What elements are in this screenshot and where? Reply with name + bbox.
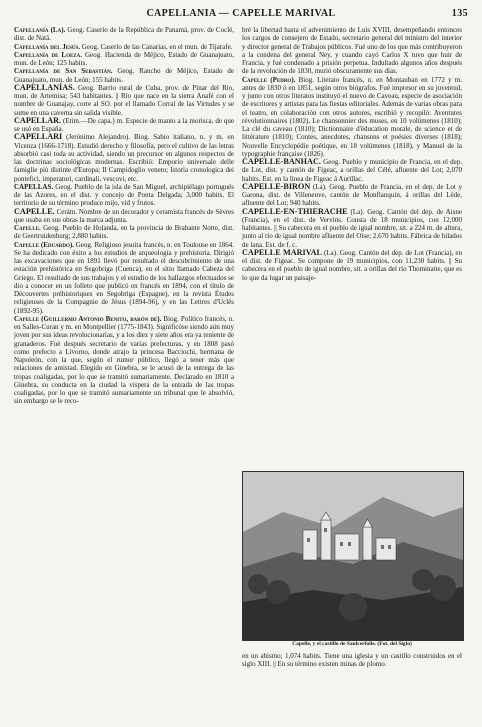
entry-headword: CAPELLE. bbox=[14, 206, 55, 216]
entry-headword: Capellanía de Loeza. bbox=[14, 50, 82, 59]
entry-headword: CAPELLE-BANHAC. bbox=[242, 157, 321, 166]
entry-body: Cerám. Nombre de un decorador y ceramista francés de Sèvres que usaba en sus obras la marca adjunta. bbox=[14, 207, 234, 224]
dictionary-entry bbox=[14, 315, 234, 406]
entry-headword: Capelle (Guillermo Antonio Benito, barón de). bbox=[14, 314, 162, 323]
entry-headword: Capelle. bbox=[14, 224, 41, 232]
entry-body: (Etim.—De capa.) m. Especie de manto a la morisca, de que se usó en España. bbox=[14, 116, 234, 133]
entry-body: Geog. Pueblo y municipio de Francia, en el dep. de Lot, dist. y cantón de Figeac, a orillas del Célé, afluente del Lot; 2,070 habits. Est. en la línea de Figeac á Aurillac. bbox=[242, 158, 462, 183]
entry-body: Geog. Barrio rural de Cuba, prov. de Pinar del Río, mun. de Artemisa; 543 habitantes. || Río que nace en la sierra Anafé con el nombre de Guanajay, corre al SO. por el llamado Corral de las Virtudes y se sume en una caverna sin salida visible. bbox=[14, 83, 234, 117]
page-number: 135 bbox=[451, 8, 468, 19]
dictionary-entry bbox=[14, 117, 234, 134]
entry-body: (La). Geog. Pueblo de Francia, en el dep. de Lot y Garona, dist. de Villeneuve, cantón de Monflanquin, á orillas del Lède, afluente del Lot; 940 habits. bbox=[242, 182, 462, 208]
running-title: CAPELLANIA — CAPELLE MARIVAL bbox=[146, 8, 336, 19]
photo-caption: Capelle, y el castillo de Saulcerfolle. (Fot. del Siglo) bbox=[292, 641, 412, 647]
dictionary-entry bbox=[14, 26, 234, 43]
dictionary-entry bbox=[14, 43, 234, 51]
page-header bbox=[14, 8, 468, 24]
left-column bbox=[14, 26, 234, 406]
entry-body: (La). Geog. Cantón del dep. de Aisne (Francia), en el dist. de Vervins. Consta de 18 municipios, con 12,000 habitantes. || Su cabecera en el pueblo de igual nombre, sit. a 224 m. de altura, junto al río de igual nombre afluente del Oise; 2,670 habits. Fábrica de hilados de lana. Est. de f. c. bbox=[242, 207, 462, 249]
entry-body: Geog. Rancho de Méjico, Estado de Guanajuato, mun. de León; 155 habits. bbox=[14, 67, 234, 84]
entry-body: Geog. Pueblo de Holanda, en la provincia de Brabante Norte, dist. de Geertruidenburg; 2,880 habits. bbox=[14, 224, 234, 241]
dictionary-entry bbox=[14, 84, 234, 117]
dictionary-entry bbox=[14, 224, 234, 241]
entry-body: Geog. Religioso jesuita francés, n. en Toulouse en 1864. Se ha dedicado con éxito a los estudios de arqueología y prehistoria. Dirigió las excavaciones que en 1891 llevó por resultado el descubrimiento de una estación prehistórica en Segobriga (Cuenca), en el sitio llamado Cabeza del Griego. El resultado de sus trabajos y el estudio de los hallazgos efectuados se dio a conocer en un folleto que publicó en francés en 1894, con el título de Découvertes préhistoriques en Segobriga (Espagne), en la revista Études religieuses de la Compagnie de Jésus (1894-96), y en las Lettres d'Uclés (1892-95). bbox=[14, 240, 234, 315]
entry-headword: CAPELLAR. bbox=[14, 115, 62, 125]
entry-headword: Capellanía de San Sebastián. bbox=[14, 67, 113, 76]
entry-headword: Capelle (Eduardo). bbox=[14, 240, 74, 249]
dictionary-entry bbox=[242, 208, 462, 249]
dictionary-entry bbox=[242, 76, 462, 159]
dictionary-entry bbox=[14, 208, 234, 225]
entry-headword: Capelle (Pedro). bbox=[242, 75, 296, 84]
right-column bbox=[242, 26, 462, 282]
right-column-continuation: en un abismo; 1,074 habits. Tiene una iglesia y un castillo construidos en el siglo XIII. || En su término existen minas de plomo. bbox=[242, 652, 462, 669]
entry-body: Geog. Caserío de las Canarias, en el mun. de Tijarafe. bbox=[80, 42, 233, 51]
entry-headword: CAPELLARI bbox=[14, 132, 63, 142]
entry-body: Geog. Caserío de la República de Panamá, prov. de Coclé, dist. de Natá. bbox=[14, 26, 234, 43]
entry-body: (La). Geog. Cantón del dep. de Lot (Francia), en el dist. de Figeac. Se compone de 19 municipios, con 11,230 habits. || Su cabecera en el pueblo de igual nombre, sit. a orillas del río Thominatte, que es lo que da lugar un paisaje- bbox=[242, 248, 462, 282]
entry-body: Geog. Pueblo de la isla de San Miguel, archipiélago portugués de las Azores, en el dist. y concejo de Ponta Delgada; 3,000 habits. El territorio de su término produce mijo, vid y frutos. bbox=[14, 182, 234, 208]
entry-body: bré la libertad hasta el advenimiento de Luis XVIII, desempeñando entonces los cargos de consejero de Estado, secretario general del ministro del interior y director general de Trabajos públicos. Fué uno de los que más contribuyeron a la condena del general Ney, y cuando cayó Carlos X tuvo que huir de Francia, y fué condenado a prisión perpetua. Indultado algunos años después de la revolución de 1830, murió obscuramente sus días. bbox=[242, 26, 462, 76]
dictionary-entry bbox=[242, 158, 462, 183]
entry-headword: CAPELLANÍAS. bbox=[14, 82, 75, 92]
entry-headword: Capellanía (La). bbox=[14, 26, 66, 34]
entry-headword: CAPELLAS. bbox=[14, 182, 54, 191]
entry-body: Biog. Literato francés, n. en Montauban en 1772 y m. antes de 1830 ó en 1851, según otros biógrafos. Fué impresor en su juventud, y junto con otros literatos instituyó el nuevo de Caveau, especie de asociación de escritores y artistas para las fiestas editoriales. Además de varias obras para el teatro, en colaboración con otros autores, escribió y recopiló: Aventures révolutionnaires (1802), Le chansonnier des muses, en 10 volúmenes (1810); La clé du caveau (1810); Dictionnaire d'éducation morale, de science et de littérature (1810); Contes, anecdotes, chansons et poésies diverses (1818); Nouvelle Encyclopédie poétique, en 18 volúmenes (1818), y Manuel de la typographie française (1826). bbox=[242, 75, 462, 158]
dictionary-entry bbox=[14, 183, 234, 208]
dictionary-entry bbox=[14, 67, 234, 84]
dictionary-entry bbox=[14, 51, 234, 68]
entry-body: Biog. Político francés, n. en Salles-Curan y m. en Montpellier (1775-1843). Significóse siendo aún muy joven por sus ideas revolucionarias, y a los diez y siete años era ya teniente de granaderos. Fué después secretario de varias prefecturas, y en 1808 pasó como prefecto a Livorno, donde atrajo la princesa Bacciochi, hermana de Napoleón, con la que, según el rumor público, llegó a tener más que relaciones de amistad. Elegido en Ginebra, se le acusó de la entrega de las tropas coaligadas, por lo que se tramitó sumariamente. Declarado en 1810 a Ginebra, su conducta en la ciudad la víspera de la entrada de las tropas coaligadas, por lo que se tramitó sumariamente un tribunal que le absolvió, sin embargo se le reco- bbox=[14, 314, 234, 406]
dictionary-entry bbox=[14, 241, 234, 315]
entry-body: (Jerónimo Alejandro). Biog. Sabio italiano, n. y m. en Vicenza (1666-1718). Estudió derecho y filosofía, pero el cultivo de las letras absorbió casi toda su actividad, siendo un precursor en algunos respectos de las doctrinas sociológicas modernas. Escribió: Emporio universale delle famiglie più distinte d'Europa; Il Campidoglio veneto; Istoria cronologica dei pontefici, imperatori, cardinali, vescovi, etc. bbox=[14, 133, 234, 183]
entry-headword: Capellanía del Jesús. bbox=[14, 42, 81, 51]
castle-photograph bbox=[242, 471, 464, 641]
entry-headword: CAPELLE-BIRON bbox=[242, 181, 311, 191]
entry-headword: CAPELLE MARIVAL bbox=[242, 247, 322, 257]
dictionary-entry bbox=[242, 183, 462, 208]
entry-headword: CAPELLE-EN-THIERACHE bbox=[242, 206, 348, 216]
dictionary-entry bbox=[242, 249, 462, 282]
dictionary-entry bbox=[14, 133, 234, 183]
entry-body: Geog. Hacienda de Méjico, Estado de Guanajuato, mun. de León; 125 habits. bbox=[14, 50, 234, 67]
dictionary-entry bbox=[242, 26, 462, 76]
